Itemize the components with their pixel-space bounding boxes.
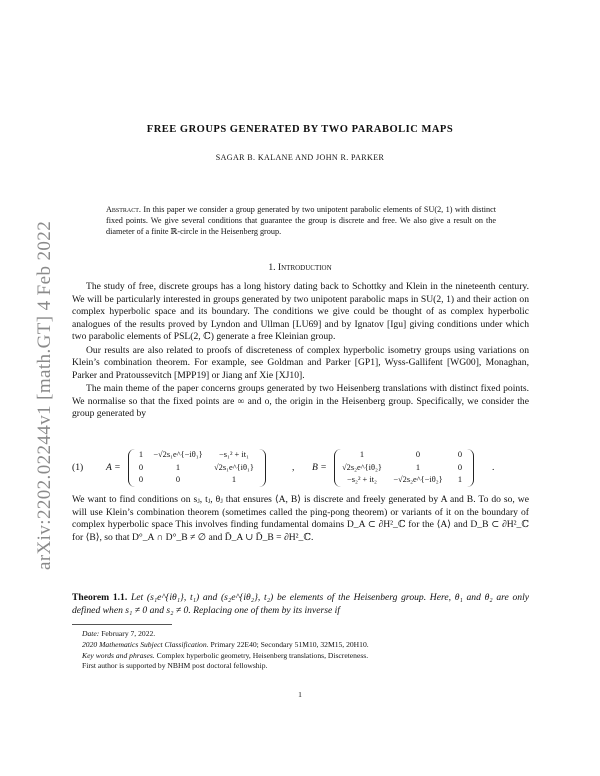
arxiv-identifier-text: arXiv:2202.02244v1 [math.GT] 4 Feb 2022 [34, 220, 55, 570]
abstract-label: Abstract. [106, 205, 141, 214]
matrix-b-cell: 0 [415, 450, 421, 459]
matrix-b-cell: −√2s₂e^{−iθ₂} [393, 475, 443, 485]
keywords-label: Key words and phrases. [82, 650, 155, 660]
paragraph-3: The main theme of the paper concerns groups generated by two Heisenberg translations with distinct fixed points. We normalise so that the fixed points are ∞ and o, the origin in the Heisenberg group. Specifically, we consider the group generated by [72, 383, 529, 419]
footnote-msc [72, 640, 529, 651]
matrix-b-cell: 0 [457, 462, 463, 472]
paragraph-after-equation-block [72, 494, 529, 544]
matrix-b [334, 449, 474, 487]
arxiv-identifier-stamp [8, 178, 55, 570]
theorem-label: Theorem 1.1. [72, 592, 128, 603]
theorem-text: Let (s₁e^{iθ₁}, t₁) and (s₂e^{iθ₂}, t₂) be elements of the Heisenberg group. Here, θ₁ and θ₂ are only defined when s₁ ≠ 0 and s₂ ≠ 0. Replacing one of them by its inverse if [72, 592, 529, 616]
matrix-a-cell: 1 [138, 450, 144, 459]
matrix-b-cell: 1 [415, 462, 421, 472]
matrix-a-cell: −s₁² + it₁ [219, 450, 249, 459]
matrix-a-cell: 0 [138, 462, 144, 472]
footnote-keywords [72, 651, 529, 662]
matrix-b-label: B = [312, 462, 327, 473]
matrix-a-cell: 1 [175, 462, 181, 472]
msc-label: 2020 Mathematics Subject Classification. [82, 639, 209, 649]
equation-number: (1) [72, 462, 84, 473]
matrix-b-cell: 1 [457, 475, 463, 485]
introduction-body [72, 281, 529, 421]
paper-authors: SAGAR B. KALANE AND JOHN R. PARKER [215, 153, 385, 162]
matrix-a-cell: 1 [231, 475, 237, 485]
section-heading: 1. Introduction [268, 262, 332, 273]
footnote-rule [72, 624, 172, 625]
matrix-a-label: A = [106, 462, 121, 473]
matrix-a [128, 449, 266, 487]
theorem-1-1 [72, 592, 529, 617]
date-label: Date: [82, 629, 100, 638]
footnote-support: First author is supported by NBHM post doctoral fellowship. [82, 661, 268, 671]
matrix-a-cell: 0 [138, 475, 144, 485]
paragraph-1: The study of free, discrete groups has a long history dating back to Schottky and Klein in the nineteenth century. We will be particularly interested in groups generated by two unipotent parabolic maps in SU(2, 1) and their action on complex hyperbolic space and its boundary. The conditions we give could be thought of as complex hyperbolic analogues of the results proved by Lyndon and Ullman [LU69] and by Ignatov [Igu] giving conditions under which two parabolic elements of PSL(2, ℂ) generate a free Kleinian group. [72, 281, 529, 342]
matrix-b-cell: √2s₂e^{iθ₂} [342, 462, 382, 472]
matrix-b-cell: −s₂² + it₂ [347, 475, 377, 485]
matrix-a-cell: 0 [175, 475, 181, 485]
keywords-value: Complex hyperbolic geometry, Heisenberg translations, Discreteness. [156, 650, 369, 660]
matrix-a-cell: −√2s₁e^{−iθ₁} [153, 450, 203, 459]
paragraph-2: Our results are also related to proofs of discreteness of complex hyperbolic isometry groups using variations on Klein’s combination theorem. For example, see Goldman and Parker [GP1], Wyss-Gallifent [WG00], Monaghan, Parker and Pratoussevitch [MPP19] or Jiang anf Xie [XJ10]. [72, 344, 529, 381]
equation-end: . [492, 462, 495, 473]
matrix-b-cell: 0 [457, 450, 463, 459]
paper-title: FREE GROUPS GENERATED BY TWO PARABOLIC MAPS [146, 124, 454, 135]
matrix-a-cell: √2s₁e^{iθ₁} [214, 462, 254, 472]
paragraph-4: We want to find conditions on sⱼ, tⱼ, θⱼ that ensures ⟨A, B⟩ is discrete and freely generated by A and B. To do so, we will use Klein’s combination theorem (sometimes called the ping-pong theorem) or variants of it on the boundary of complex hyperbolic space This involves finding fundamental domains D_A ⊂ ∂H²_ℂ for the ⟨A⟩ and D_B ⊂ ∂H²_ℂ for ⟨B⟩, so that D°_A ∩ D°_B ≠ ∅ and D̄_A ∪ D̄_B = ∂H²_ℂ. [72, 494, 529, 543]
equation-separator: , [292, 462, 295, 473]
matrix-b-cell: 1 [359, 450, 365, 459]
footnotes [72, 629, 529, 672]
page-number: 1 [298, 690, 302, 699]
footnote-date [72, 629, 529, 640]
msc-value: Primary 22E40; Secondary 51M10, 32M15, 20H10. [210, 639, 369, 649]
abstract [106, 204, 496, 237]
date-value: February 7, 2022. [101, 629, 156, 638]
equation-1 [72, 449, 529, 489]
abstract-text: In this paper we consider a group generated by two unipotent parabolic elements of SU(2, 1) with distinct fixed points. We give several conditions that guarantee the group is discrete and free. We also give a result on the diameter of a finite ℝ-circle in the Heisenberg group. [106, 205, 497, 236]
